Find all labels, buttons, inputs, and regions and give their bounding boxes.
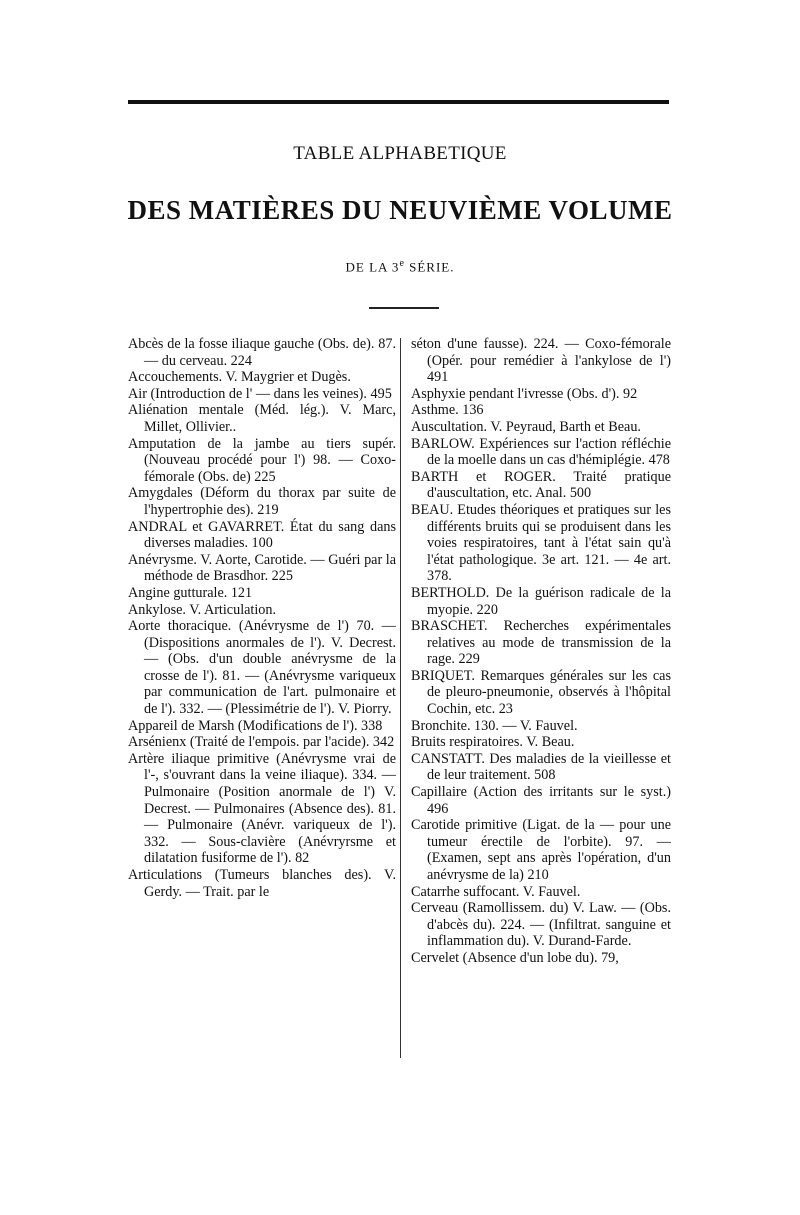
index-entry: Catarrhe suffocant. V. Fauvel. bbox=[411, 883, 581, 900]
index-entry: Abcès de la fosse iliaque gauche (Obs. de). 87. — du cerveau. 224 bbox=[128, 336, 396, 369]
index-entry: Appareil de Marsh (Modifications de l'). 338 bbox=[128, 717, 383, 734]
index-entry: Amputation de la jambe au tiers supér. (Nouveau procédé pour l') 98. — Coxo-fémorale (Obs. de) 225 bbox=[128, 435, 396, 485]
series-suffix: SÉRIE. bbox=[404, 259, 455, 275]
top-rule bbox=[128, 100, 669, 104]
index-entry: Angine gutturale. 121 bbox=[128, 584, 253, 601]
title-line-1: TABLE ALPHABETIQUE bbox=[293, 143, 507, 164]
index-entry: CANSTATT. Des maladies de la vieillesse et de leur traitement. 508 bbox=[411, 750, 671, 784]
index-column-right bbox=[411, 336, 671, 967]
index-entry: Amygdales (Déform du thorax par suite de l'hypertrophie des). 219 bbox=[128, 485, 396, 518]
index-entry: Air (Introduction de l' — dans les veines). 495 bbox=[128, 385, 392, 402]
index-entry: Aorte thoracique. (Anévrysme de l') 70. — (Dispositions anormales de l'). V. Decrest. — (Obs. d'un double anévrysme de la crosse de l'). 81. — (Anévrysme variqueux par communication de l'art. pulmonaire et de l'). 332. — (Plessimétrie de l'). V. Piorry. bbox=[128, 618, 396, 718]
index-entry: BRIQUET. Remarques générales sur les cas de pleuro-pneumonie, observés à l'hôpital Cochin, etc. 23 bbox=[411, 667, 671, 718]
index-entry: Cerveau (Ramollissem. du) V. Law. — (Obs. d'abcès du). 224. — (Infiltrat. sanguine et inflammation du). V. Durand-Farde. bbox=[411, 900, 671, 950]
index-entry: BEAU. Etudes théoriques et pratiques sur les différents bruits qui se produisent dans les voies respiratoires, tant à l'état sain qu'à l'état pathologique. 3e art. 121. — 4e art. 378. bbox=[411, 501, 671, 585]
index-entry: BRASCHET. Recherches expérimentales relatives au mode de transmission de la rage. 229 bbox=[411, 618, 671, 668]
series-sup: e bbox=[399, 258, 405, 269]
index-entry: Capillaire (Action des irritants sur le syst.) 496 bbox=[411, 784, 671, 817]
index-entry: Arsénienx (Traité de l'empois. par l'acide). 342 bbox=[128, 734, 395, 751]
index-entry: Anévrysme. V. Aorte, Carotide. — Guéri par la méthode de Brasdhor. 225 bbox=[128, 551, 396, 585]
series-prefix: DE LA 3 bbox=[345, 259, 400, 275]
index-entry: ANDRAL et GAVARRET. État du sang dans diverses maladies. 100 bbox=[128, 518, 396, 552]
index-column-left bbox=[128, 336, 396, 900]
index-entry: BARLOW. Expériences sur l'action réfléchie de la moelle dans un cas d'hémiplégie. 478 bbox=[411, 435, 671, 469]
index-entry: Ankylose. V. Articulation. bbox=[128, 601, 277, 618]
index-entry: Artère iliaque primitive (Anévrysme vrai de l'-, s'ouvrant dans la veine iliaque). 334. — Pulmonaire (Position anormale de l') V. Decrest. — Pulmonaires (Absence des). 81. — Pulmonaire (Anévr. variqueux de l'). 332. — Sous-clavière (Anévryrsme et dilatation fusiforme de l'). 82 bbox=[128, 750, 396, 867]
index-entry: Bruits respiratoires. V. Beau. bbox=[411, 734, 575, 751]
index-entry: Aliénation mentale (Méd. lég.). V. Marc, Millet, Ollivier.. bbox=[128, 402, 396, 435]
index-entry: BERTHOLD. De la guérison radicale de la myopie. 220 bbox=[411, 584, 671, 618]
title-line-2: DES MATIÈRES DU NEUVIÈME VOLUME bbox=[127, 195, 673, 225]
index-entry: Cervelet (Absence d'un lobe du). 79, bbox=[411, 949, 619, 966]
series-line bbox=[0, 258, 800, 275]
column-divider bbox=[400, 338, 401, 1058]
index-entry: Asphyxie pendant l'ivresse (Obs. d'). 92 bbox=[411, 385, 638, 402]
index-entry: Bronchite. 130. — V. Fauvel. bbox=[411, 717, 578, 734]
index-entry: Asthme. 136 bbox=[411, 402, 484, 419]
index-entry: séton d'une fausse). 224. — Coxo-fémorale (Opér. pour remédier à l'ankylose de l') 491 bbox=[411, 336, 671, 386]
index-entry: Auscultation. V. Peyraud, Barth et Beau. bbox=[411, 418, 641, 435]
index-entry: Articulations (Tumeurs blanches des). V. Gerdy. — Trait. par le bbox=[128, 867, 396, 900]
index-entry: Carotide primitive (Ligat. de la — pour une tumeur érectile de l'orbite). 97. — (Examen, sept ans après l'opération, d'un anévrysme de la) 210 bbox=[411, 817, 671, 883]
index-entry: Accouchements. V. Maygrier et Dugès. bbox=[128, 369, 351, 386]
index-entry: BARTH et ROGER. Traité pratique d'auscultation, etc. Anal. 500 bbox=[411, 468, 671, 502]
section-rule bbox=[369, 307, 439, 309]
